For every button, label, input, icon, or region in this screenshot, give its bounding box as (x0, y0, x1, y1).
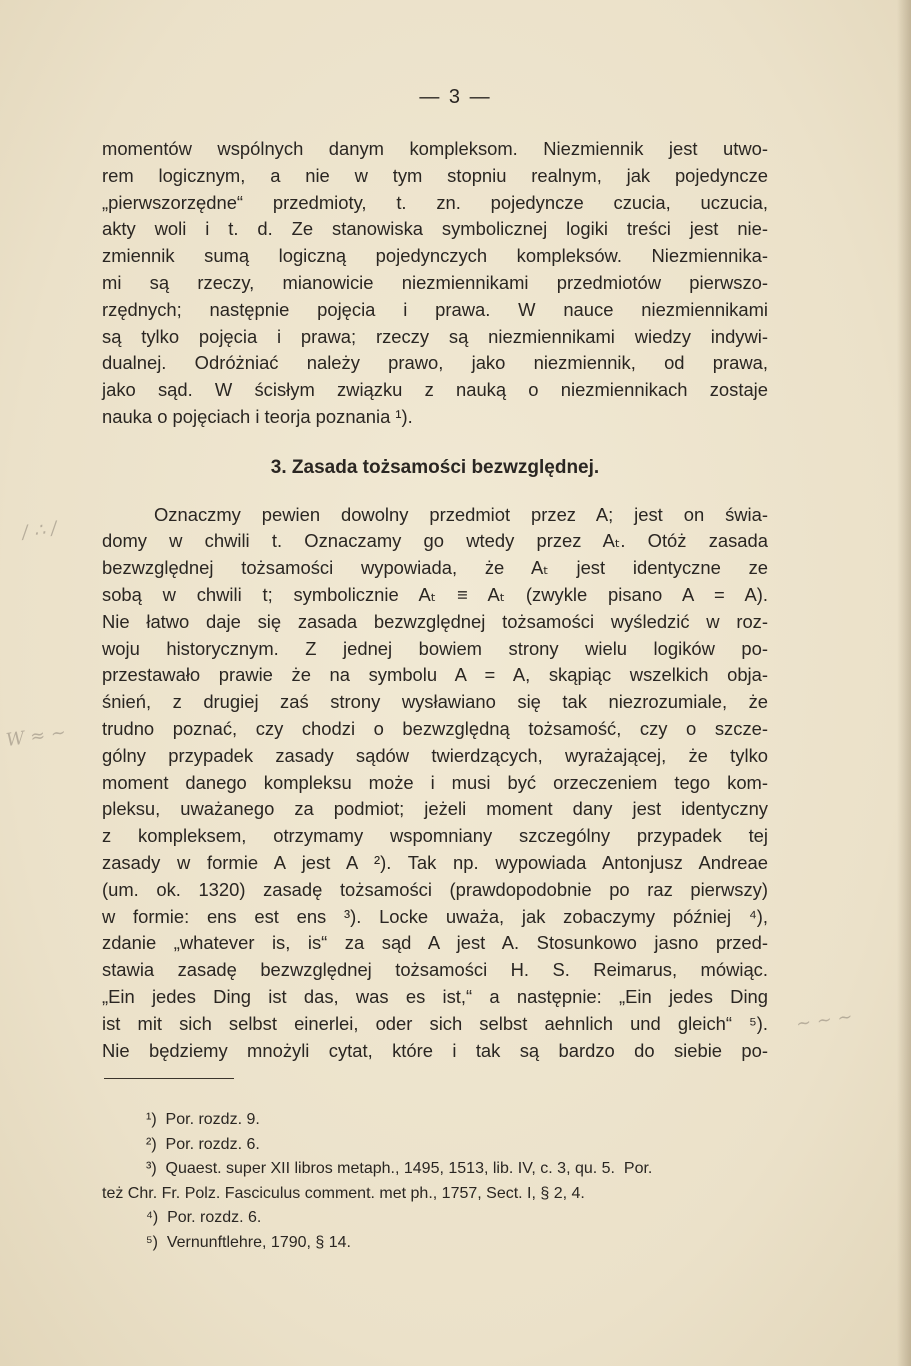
footnote: ³) Quaest. super XII libros metaph., 1495, 1513, lib. IV, c. 3, qu. 5. Por. (146, 1160, 653, 1177)
text-line: bezwzględnej tożsamości wypowiada, że Aₜ jest identyczne ze (102, 557, 768, 579)
page-number: — 3 — (419, 86, 492, 108)
text-line: „Ein jedes Ding ist das, was es ist,“ a następnie: „Ein jedes Ding (102, 985, 768, 1007)
text-line: przestawało prawie że na symbolu A = A, skąpiąc wszelkich obja- (102, 664, 768, 686)
text-line: są tylko pojęcia i prawa; rzeczy są niezmiennikami wiedzy indywi- (102, 325, 768, 347)
text-line: momentów wspólnych danym kompleksom. Niezmiennik jest utwo- (102, 138, 768, 159)
pencil-marginalia: / ∴ / (20, 517, 59, 544)
page-edge-shadow (897, 0, 911, 1366)
text-line: rem logicznym, a nie w tym stopniu realnym, jak pojedyncze (102, 164, 768, 186)
pencil-marginalia: W ≈ ∼ (4, 721, 68, 752)
text-line: woju historycznym. Z jednej bowiem strony wielu logików po- (102, 637, 768, 659)
footnote: ⁵) Vernunftlehre, 1790, § 14. (146, 1233, 351, 1251)
section-heading: 3. Zasada tożsamości bezwzględnej. (270, 456, 600, 478)
footnote: ¹) Por. rozdz. 9. (146, 1111, 260, 1128)
text-line: akty woli i t. d. Ze stanowiska symbolicznej logiki treści jest nie- (102, 218, 768, 240)
pencil-marginalia: ∼ ∼ ∼ (794, 1006, 854, 1035)
body-text (102, 136, 768, 1064)
text-line: Nie będziemy mnożyli cytat, które i tak są bardzo do siebie po- (102, 1039, 768, 1061)
text-line: zasady w formie A jest A ²). Tak np. wypowiada Antonjusz Andreae (102, 851, 768, 873)
text-line: domy w chwili t. Oznaczamy go wtedy przez Aₜ. Otóż zasada (102, 530, 768, 552)
text-line: ist mit sich selbst einerlei, oder sich selbst aehnlich und gleich“ ⁵). (102, 1012, 768, 1034)
text-line: Nie łatwo daje się zasada bezwzględnej tożsamości wyśledzić w roz- (102, 610, 768, 632)
text-line: „pierwszorzędne“ przedmioty, t. zn. pojedyncze czucia, uczucia, (102, 191, 768, 213)
text-line: zdanie „whatever is, is“ za sąd A jest A. Stosunkowo jasno przed- (102, 932, 768, 954)
text-line: nauka o pojęciach i teorja poznania ¹). (102, 405, 413, 427)
text-line: moment danego kompleksu może i musi być orzeczeniem tego kom- (102, 771, 768, 793)
text-line: dualnej. Odróżniać należy prawo, jako niezmiennik, od prawa, (102, 352, 768, 374)
text-line: (um. ok. 1320) zasadę tożsamości (prawdopodobnie po raz pierwszy) (102, 878, 768, 900)
text-line: zmiennik sumą logiczną pojedynczych kompleksów. Niezmiennika- (102, 245, 768, 267)
text-line: Oznaczmy pewien dowolny przedmiot przez A; jest on świa- (154, 503, 768, 525)
text-line: sobą w chwili t; symbolicznie Aₜ ≡ Aₜ (zwykle pisano A = A). (102, 583, 768, 605)
footnote: ⁴) Por. rozdz. 6. (146, 1209, 262, 1226)
text-line: z kompleksem, otrzymamy wspomniany szczególny przypadek tej (102, 825, 768, 847)
footnote: ²) Por. rozdz. 6. (146, 1135, 260, 1153)
text-line: trudno poznać, czy chodzi o bezwzględną tożsamość, czy o szcze- (102, 717, 768, 739)
text-line: gólny przypadek zasady sądów twierdzących, wyrażającej, że tylko (102, 744, 768, 766)
footnote-divider (104, 1078, 234, 1079)
text-line: stawia zasadę bezwzględnej tożsamości H. S. Reimarus, mówiąc. (102, 959, 768, 981)
text-line: pleksu, uważanego za podmiot; jeżeli moment dany jest identyczny (102, 798, 768, 820)
footnotes (102, 1108, 768, 1255)
text-line: śnień, z drugiej zaś strony wysławiano się tak niezrozumiale, że (102, 691, 768, 713)
text-line: rzędnych; następnie pojęcia i prawa. W nauce niezmiennikami (102, 298, 768, 320)
text-line: mi są rzeczy, mianowicie niezmiennikami przedmiotów pierwszo- (102, 271, 768, 293)
text-line: jako sąd. W ścisłym związku z nauką o niezmiennikach zostaje (102, 379, 768, 401)
footnote-continuation: też Chr. Fr. Polz. Fasciculus comment. met ph., 1757, Sect. I, § 2, 4. (102, 1184, 585, 1202)
text-line: w formie: ens est ens ³). Locke uważa, jak zobaczymy później ⁴), (102, 905, 768, 927)
